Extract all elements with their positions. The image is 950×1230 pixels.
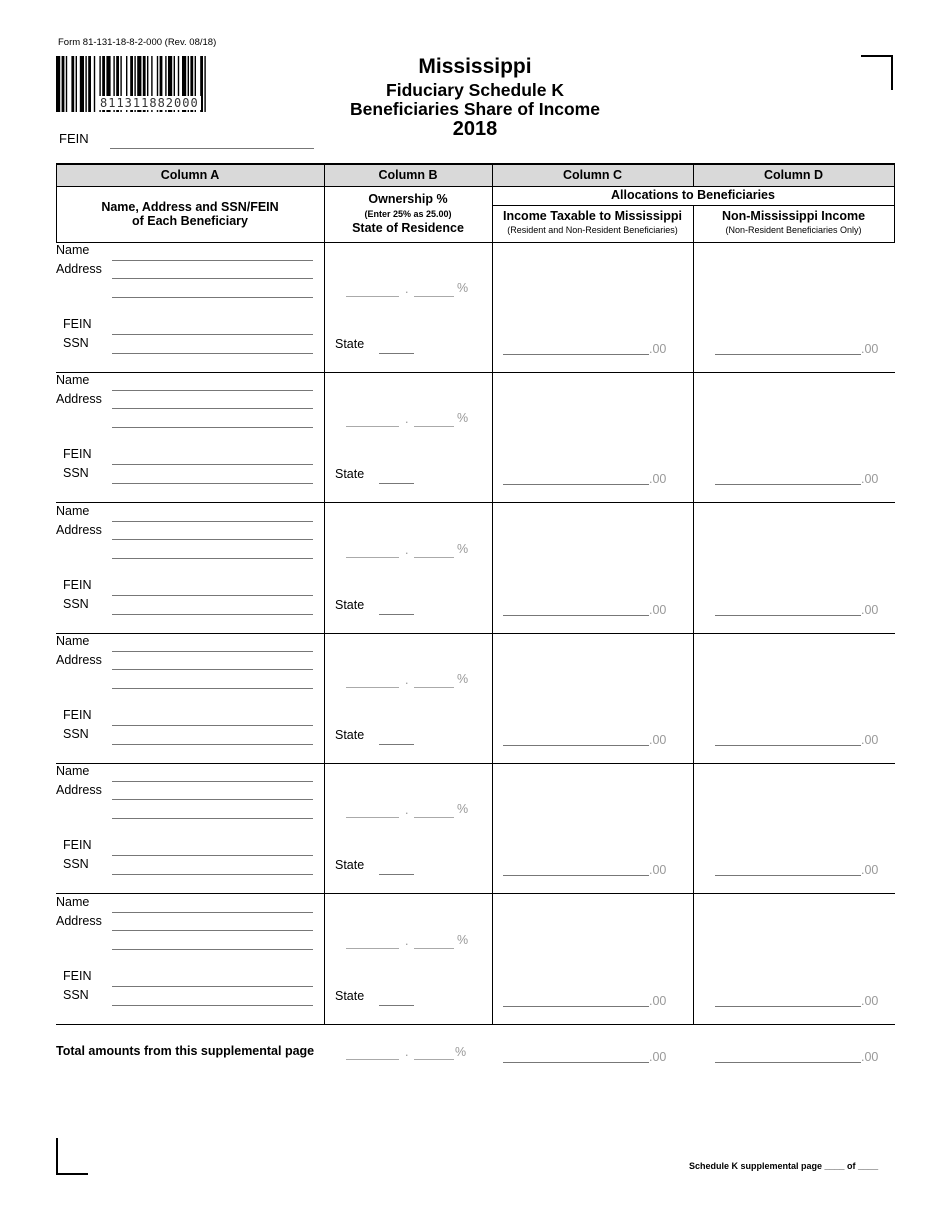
beneficiary-5-fein-label: FEIN — [63, 838, 92, 853]
beneficiary-4-ssn-input[interactable] — [112, 744, 313, 745]
beneficiary-5-state-label: State — [335, 858, 365, 873]
beneficiary-6-ssn-input[interactable] — [112, 1005, 313, 1006]
barcode-bar — [71, 56, 74, 112]
beneficiary-1-name-input[interactable] — [112, 260, 313, 261]
beneficiary-3-ssn-input[interactable] — [112, 614, 313, 615]
beneficiary-4-column-c-cents: .00 — [649, 732, 667, 747]
beneficiary-2-fein-label: FEIN — [63, 447, 92, 462]
beneficiary-6-name-label: Name — [56, 894, 90, 909]
beneficiary-1-ownership-fraction-input[interactable] — [414, 296, 454, 297]
barcode-bar — [76, 56, 77, 112]
beneficiary-2-column-c-input[interactable] — [503, 484, 649, 485]
beneficiary-1-state-label: State — [335, 337, 365, 351]
totals-ownership-decimal-point: . — [405, 1045, 409, 1059]
beneficiary-5-address-input-1[interactable] — [112, 799, 313, 800]
supplemental-page-counter: Schedule K supplemental page ____ of ____ — [689, 1161, 879, 1171]
fein-input-line[interactable] — [110, 148, 314, 149]
column-b-description-3: State of Residence — [352, 221, 464, 235]
beneficiary-4-address-input-2[interactable] — [112, 688, 313, 689]
row-2-separator — [56, 502, 895, 503]
totals-column-d-cents: .00 — [861, 1050, 879, 1064]
beneficiary-3-name-input[interactable] — [112, 521, 313, 522]
totals-ownership-whole-input[interactable] — [346, 1059, 399, 1060]
totals-ownership-fraction-input[interactable] — [414, 1059, 454, 1060]
column-b-description-2: (Enter 25% as 25.00) — [364, 209, 452, 219]
beneficiary-1-column-d-cents: .00 — [861, 342, 879, 356]
barcode-digits: 811311882000 — [100, 96, 199, 110]
beneficiary-1-name-label: Name — [56, 243, 90, 257]
beneficiary-1-ssn-label: SSN — [63, 336, 89, 350]
barcode-bar — [85, 56, 86, 112]
beneficiary-5-name-input[interactable] — [112, 781, 313, 782]
column-d-description-2: (Non-Resident Beneficiaries Only) — [725, 225, 862, 235]
header-divider — [56, 186, 895, 187]
beneficiary-5-percent-sign: % — [457, 802, 469, 817]
beneficiary-4-ownership-whole-input[interactable] — [346, 687, 399, 688]
beneficiary-5-address-input-2[interactable] — [112, 818, 313, 819]
beneficiary-2-percent-sign: % — [457, 411, 469, 426]
beneficiary-1-state-input[interactable] — [379, 353, 414, 354]
beneficiary-2-column-c-cents: .00 — [649, 472, 667, 487]
barcode-bar — [66, 56, 67, 112]
beneficiary-1-column-c-cents: .00 — [649, 342, 667, 356]
beneficiary-5-ownership-fraction-input[interactable] — [414, 817, 454, 818]
beneficiary-4-column-d-input[interactable] — [715, 745, 861, 746]
beneficiary-1-ownership-whole-input[interactable] — [346, 296, 399, 297]
beneficiary-4-ownership-fraction-input[interactable] — [414, 687, 454, 688]
beneficiary-5-ssn-input[interactable] — [112, 874, 313, 875]
row-3-separator — [56, 633, 895, 634]
beneficiary-3-ownership-whole-input[interactable] — [346, 557, 399, 558]
beneficiary-2-state-input[interactable] — [379, 483, 414, 484]
beneficiary-4-fein-input[interactable] — [112, 725, 313, 726]
beneficiary-1-fein-label: FEIN — [63, 317, 92, 331]
beneficiary-4-name-input[interactable] — [112, 651, 313, 652]
beneficiary-3-address-input-2[interactable] — [112, 558, 313, 559]
barcode-bar — [94, 56, 95, 112]
beneficiary-3-column-d-cents: .00 — [861, 602, 879, 617]
header-bottom-border — [56, 242, 895, 243]
form-number: Form 81-131-18-8-2-000 (Rev. 08/18) — [58, 37, 217, 48]
beneficiary-2-ownership-fraction-input[interactable] — [414, 426, 454, 427]
title-year: 2018 — [452, 118, 498, 140]
beneficiary-3-ownership-fraction-input[interactable] — [414, 557, 454, 558]
beneficiary-4-fein-label: FEIN — [63, 707, 92, 722]
beneficiary-3-column-c-cents: .00 — [649, 602, 667, 617]
beneficiary-1-ownership-decimal-point: . — [405, 282, 409, 296]
column-d-heading: Column D — [763, 168, 824, 182]
totals-column-d-input[interactable] — [715, 1062, 861, 1063]
row-5-separator — [56, 893, 895, 894]
beneficiary-4-ownership-decimal-point: . — [405, 672, 409, 687]
beneficiary-1-address-label: Address — [56, 262, 102, 276]
beneficiary-6-column-d-cents: .00 — [861, 993, 879, 1008]
beneficiary-1-column-d-input[interactable] — [715, 354, 861, 355]
beneficiary-4-name-label: Name — [56, 633, 90, 648]
beneficiary-1-fein-input[interactable] — [112, 334, 313, 335]
beneficiary-2-column-d-input[interactable] — [715, 484, 861, 485]
beneficiary-2-address-label: Address — [56, 392, 102, 407]
beneficiary-3-column-c-input[interactable] — [503, 615, 649, 616]
beneficiary-6-ssn-label: SSN — [63, 987, 89, 1002]
beneficiary-4-percent-sign: % — [457, 671, 469, 686]
beneficiary-2-address-input-2[interactable] — [112, 427, 313, 428]
beneficiary-6-ownership-decimal-point: . — [405, 933, 409, 948]
beneficiary-6-address-input-2[interactable] — [112, 949, 313, 950]
barcode-bar — [62, 56, 65, 112]
beneficiary-2-ownership-decimal-point: . — [405, 412, 409, 427]
beneficiary-4-address-input-1[interactable] — [112, 669, 313, 670]
column-c-description-1: Income Taxable to Mississippi — [503, 209, 682, 223]
header-right-border — [894, 163, 895, 243]
table-top-border — [56, 163, 895, 165]
beneficiary-4-ssn-label: SSN — [63, 726, 89, 741]
barcode-bar — [80, 56, 84, 112]
allocations-heading: Allocations to Beneficiaries — [611, 188, 775, 202]
beneficiary-4-column-d-cents: .00 — [861, 732, 879, 747]
beneficiary-6-address-input-1[interactable] — [112, 930, 313, 931]
beneficiary-3-name-label: Name — [56, 503, 90, 518]
beneficiary-4-state-input[interactable] — [379, 744, 414, 745]
beneficiary-6-fein-label: FEIN — [63, 968, 92, 983]
title-state: Mississippi — [418, 55, 532, 78]
beneficiary-3-percent-sign: % — [457, 541, 469, 556]
beneficiary-2-fein-input[interactable] — [112, 464, 313, 465]
beneficiary-5-column-c-cents: .00 — [649, 863, 667, 878]
fein-label: FEIN — [59, 131, 89, 146]
beneficiary-1-ssn-input[interactable] — [112, 353, 313, 354]
beneficiary-6-column-c-cents: .00 — [649, 993, 667, 1008]
beneficiary-5-ownership-decimal-point: . — [405, 803, 409, 818]
beneficiary-5-state-input[interactable] — [379, 874, 414, 875]
column-c-description-2: (Resident and Non-Resident Beneficiaries) — [507, 225, 678, 235]
beneficiary-6-address-label: Address — [56, 913, 102, 928]
beneficiary-3-address-input-1[interactable] — [112, 539, 313, 540]
beneficiary-2-ssn-input[interactable] — [112, 483, 313, 484]
row-1-separator — [56, 372, 895, 373]
title-subtitle: Beneficiaries Share of Income — [350, 99, 600, 119]
barcode-bar — [88, 56, 91, 112]
beneficiary-4-state-label: State — [335, 727, 365, 742]
title-schedule: Fiduciary Schedule K — [386, 80, 564, 100]
totals-percent-sign: % — [455, 1045, 467, 1059]
beneficiary-2-ownership-whole-input[interactable] — [346, 426, 399, 427]
beneficiary-3-column-d-input[interactable] — [715, 615, 861, 616]
beneficiary-2-ssn-label: SSN — [63, 466, 89, 481]
beneficiary-3-ssn-label: SSN — [63, 596, 89, 611]
totals-label: Total amounts from this supplemental page — [56, 1044, 315, 1058]
beneficiary-6-ownership-whole-input[interactable] — [346, 948, 399, 949]
beneficiary-2-name-input[interactable] — [112, 390, 313, 391]
beneficiary-5-fein-input[interactable] — [112, 855, 313, 856]
beneficiary-6-column-c-input[interactable] — [503, 1006, 649, 1007]
beneficiary-6-fein-input[interactable] — [112, 986, 313, 987]
beneficiary-6-column-d-input[interactable] — [715, 1006, 861, 1007]
beneficiary-2-address-input-1[interactable] — [112, 408, 313, 409]
corner-mark-top-right — [861, 55, 893, 90]
column-b-heading: Column B — [378, 168, 438, 182]
column-a-heading: Column A — [160, 168, 220, 182]
beneficiary-2-column-d-cents: .00 — [861, 472, 879, 487]
beneficiary-2-state-label: State — [335, 467, 365, 482]
beneficiary-5-address-label: Address — [56, 783, 102, 798]
totals-column-c-cents: .00 — [649, 1050, 667, 1064]
beneficiary-1-column-c-input[interactable] — [503, 354, 649, 355]
column-a-description-1: Name, Address and SSN/FEIN — [101, 200, 279, 214]
column-d-description-1: Non-Mississippi Income — [721, 209, 866, 223]
beneficiary-5-column-c-input[interactable] — [503, 875, 649, 876]
beneficiary-6-name-input[interactable] — [112, 912, 313, 913]
beneficiary-1-address-input-2[interactable] — [112, 297, 313, 298]
barcode-bar — [204, 56, 205, 112]
beneficiary-2-name-label: Name — [56, 373, 90, 388]
beneficiary-5-column-d-input[interactable] — [715, 875, 861, 876]
column-c-heading: Column C — [562, 168, 623, 182]
beneficiary-6-percent-sign: % — [457, 932, 469, 947]
beneficiary-1-percent-sign: % — [457, 281, 469, 295]
beneficiary-6-state-input[interactable] — [379, 1005, 414, 1006]
beneficiary-5-ownership-whole-input[interactable] — [346, 817, 399, 818]
beneficiary-4-address-label: Address — [56, 652, 102, 667]
beneficiary-5-name-label: Name — [56, 764, 90, 779]
beneficiary-5-ssn-label: SSN — [63, 857, 89, 872]
totals-column-c-input[interactable] — [503, 1062, 649, 1063]
beneficiary-3-state-input[interactable] — [379, 614, 414, 615]
beneficiary-3-state-label: State — [335, 597, 365, 612]
beneficiary-3-fein-label: FEIN — [63, 577, 92, 592]
beneficiary-3-address-label: Address — [56, 522, 102, 537]
row-4-separator — [56, 763, 895, 764]
beneficiary-6-ownership-fraction-input[interactable] — [414, 948, 454, 949]
beneficiary-1-address-input-1[interactable] — [112, 278, 313, 279]
beneficiary-5-column-d-cents: .00 — [861, 863, 879, 878]
column-b-description-1: Ownership % — [368, 192, 448, 206]
barcode-bar — [56, 56, 60, 112]
column-a-description-2: of Each Beneficiary — [131, 214, 248, 228]
beneficiary-6-state-label: State — [335, 988, 365, 1003]
beneficiary-3-ownership-decimal-point: . — [405, 542, 409, 557]
corner-mark-bottom-left — [56, 1138, 88, 1175]
beneficiary-4-column-c-input[interactable] — [503, 745, 649, 746]
beneficiary-3-fein-input[interactable] — [112, 595, 313, 596]
row-6-separator — [56, 1024, 895, 1025]
